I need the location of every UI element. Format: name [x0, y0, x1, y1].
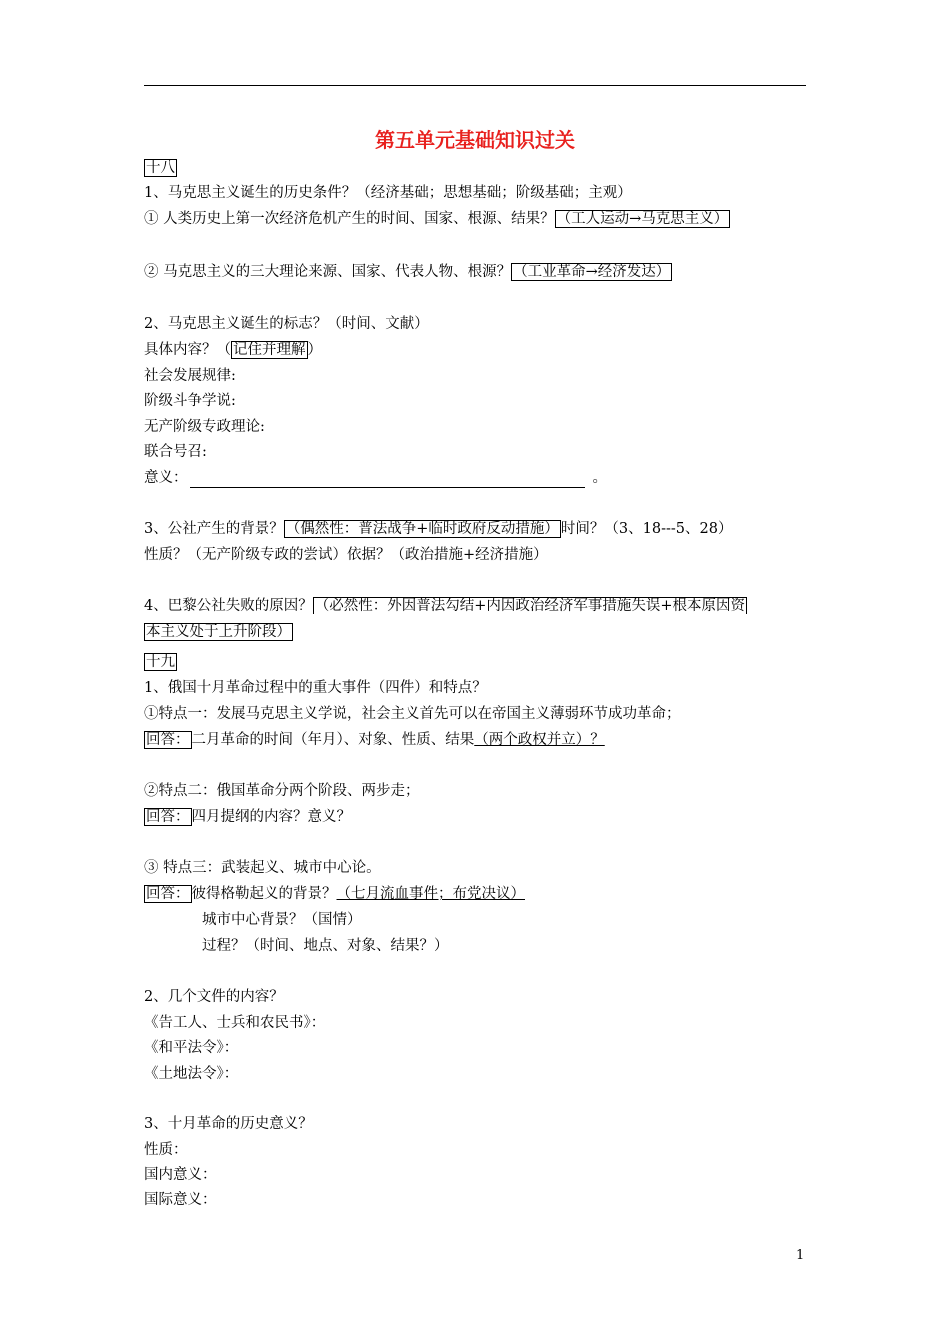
s19-doc-item: 《告工人、士兵和农民书》：	[144, 1015, 326, 1031]
s18-question-1: 1、马克思主义诞生的历史条件？（经济基础；思想基础；阶级基础；主观）	[144, 185, 632, 201]
s18-question-4: 4、巴黎公社失败的原因？ （必然性：外因普法勾结+内因政治经济军事措施失误+根本原因资	[144, 598, 746, 614]
s19-question-2: 2、几个文件的内容？	[144, 989, 284, 1005]
s18-q2-item: 联合号召:	[144, 444, 207, 460]
s19-doc-item: 《和平法令》：	[144, 1040, 239, 1056]
s18-q2-meaning: 意义： 。	[144, 470, 607, 486]
s18-question-3-line2: 性质？（无产阶级专政的尝试）依据？（政治措施+经济措施）	[144, 547, 548, 563]
s19-answer-1: 回答： 二月革命的时间（年月）、对象、性质、结果（两个政权并立）？	[146, 732, 605, 748]
header-rule	[144, 85, 806, 86]
s19-q3-item: 国际意义：	[144, 1192, 217, 1208]
s18-q2-item: 阶级斗争学说:	[144, 393, 236, 409]
s18-question-1a: ① 人类历史上第一次经济危机产生的时间、国家、根源、结果？ （工人运动→马克思主义）	[144, 211, 729, 227]
s18-q2-item: 无产阶级专政理论:	[144, 419, 265, 435]
s19-feature-2: ②特点二：俄国革命分两个阶段、两步走；	[144, 783, 420, 799]
fill-blank	[190, 473, 585, 488]
s18-question-4-line2: 本主义处于上升阶段）	[146, 624, 291, 640]
s18-q2-item: 社会发展规律:	[144, 368, 236, 384]
s19-q3-item: 性质：	[144, 1142, 188, 1158]
s19-feature-3: ③ 特点三：武装起义、城市中心论。	[144, 860, 381, 876]
s18-question-2-content: 具体内容？（ 记住并理解 ）	[144, 342, 322, 358]
section-19-heading: 十九	[146, 654, 175, 670]
s18-question-2: 2、马克思主义诞生的标志？（时间、文献）	[144, 316, 429, 332]
s19-question-3: 3、十月革命的历史意义？	[144, 1116, 313, 1132]
s19-answer-2: 回答： 四月提纲的内容？意义？	[146, 809, 351, 825]
section-18-heading: 十八	[146, 160, 175, 176]
s19-question-1: 1、俄国十月革命过程中的重大事件（四件）和特点？	[144, 680, 487, 696]
page-number: 1	[796, 1248, 805, 1263]
s19-feature-1: ①特点一：发展马克思主义学说，社会主义首先可以在帝国主义薄弱环节成功革命；	[144, 706, 681, 722]
page-title: 第五单元基础知识过关	[375, 128, 575, 152]
s19-q3-item: 国内意义：	[144, 1167, 217, 1183]
s19-answer-3-sub2: 过程？（时间、地点、对象、结果？）	[202, 938, 449, 954]
s19-answer-3: 回答： 彼得格勒起义的背景？（七月流血事件；布党决议）	[146, 886, 525, 902]
s18-question-1b: ② 马克思主义的三大理论来源、国家、代表人物、根源？ （工业革命→经济发达）	[144, 264, 671, 280]
s19-answer-3-sub1: 城市中心背景？（国情）	[202, 912, 362, 928]
s19-doc-item: 《土地法令》：	[144, 1066, 239, 1082]
s18-question-3: 3、公社产生的背景？ （偶然性：普法战争+临时政府反动措施） 时间？（3、18---5、28）	[144, 521, 733, 537]
